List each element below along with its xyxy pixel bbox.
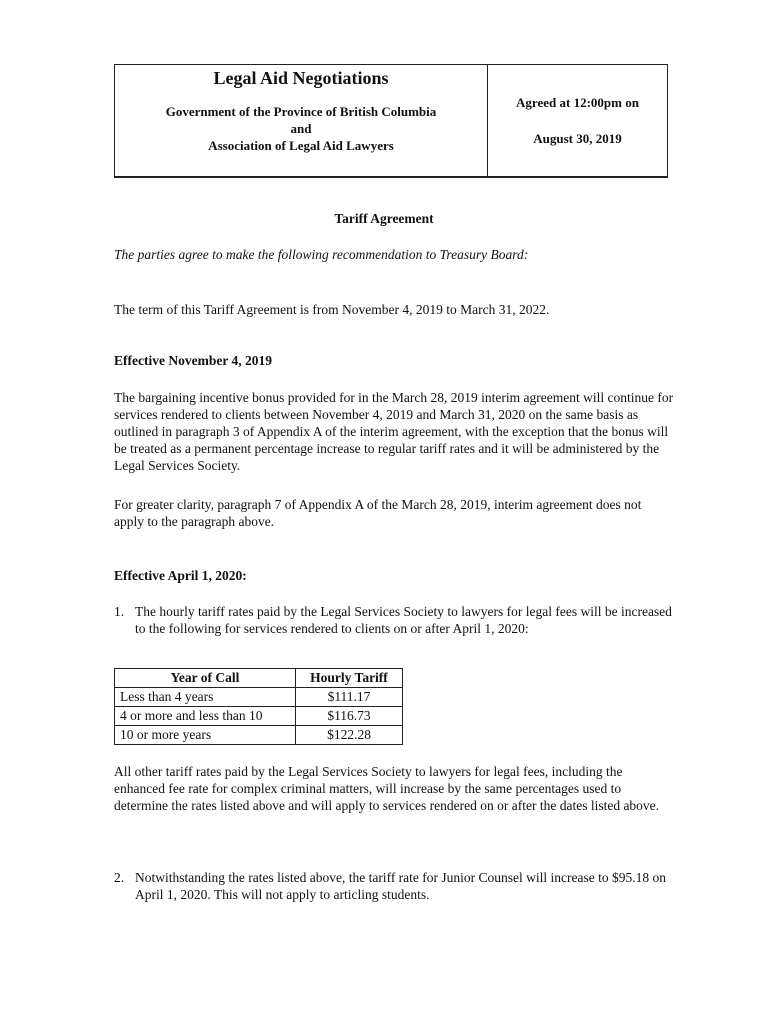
section1-heading: Effective November 4, 2019	[114, 353, 272, 368]
agreed-date: August 30, 2019	[533, 131, 622, 146]
list-text: The hourly tariff rates paid by the Legal Services Society to lawyers for legal fees will be increased to the following for services rendered to clients on or after April 1, 2020:	[135, 604, 672, 636]
table-header-row	[115, 669, 403, 688]
party-conjunction: and	[290, 121, 312, 136]
table-row	[115, 707, 403, 726]
table-cell: $111.17	[296, 688, 403, 707]
column-header-hourly-tariff: Hourly Tariff	[296, 669, 403, 688]
section2-heading: Effective April 1, 2020:	[114, 568, 247, 583]
header-box	[114, 64, 668, 178]
agreed-time: Agreed at 12:00pm on	[516, 95, 639, 110]
term-text: The term of this Tariff Agreement is from November 4, 2019 to March 31, 2022.	[114, 302, 550, 317]
header-right-cell	[488, 65, 667, 176]
agreement-heading: Tariff Agreement	[334, 211, 434, 226]
document-title: Legal Aid Negotiations	[213, 68, 389, 88]
column-header-year-of-call: Year of Call	[115, 669, 296, 688]
section1-paragraph-1: The bargaining incentive bonus provided for in the March 28, 2019 interim agreement will continue for services rendered to clients between November 4, 2019 and March 31, 2020 on the same basis as outlined in paragraph 3 of Appendix A of the interim agreement, with the exception that the bonus will be treated as a permanent percentage increase to regular tariff rates and it will be administered by the Legal Services Society.	[114, 390, 674, 473]
after-table-paragraph: All other tariff rates paid by the Legal Services Society to lawyers for legal fees, including the enhanced fee rate for complex criminal matters, will increase by the same percentages used to determine the rates listed above and will apply to services rendered on or after the dates listed above.	[114, 764, 660, 813]
list-number: 2.	[114, 870, 125, 885]
header-left-cell	[115, 65, 488, 176]
party-2: Association of Legal Aid Lawyers	[208, 138, 394, 153]
hourly-tariff-table	[114, 668, 403, 745]
party-1: Government of the Province of British Columbia	[165, 104, 437, 119]
list-number: 1.	[114, 604, 125, 619]
intro-text: The parties agree to make the following recommendation to Treasury Board:	[114, 247, 529, 262]
table-cell: $122.28	[296, 726, 403, 745]
section1-paragraph-2: For greater clarity, paragraph 7 of Appendix A of the March 28, 2019, interim agreement does not apply to the paragraph above.	[114, 497, 642, 529]
table-cell: 10 or more years	[115, 726, 296, 745]
table-cell: Less than 4 years	[115, 688, 296, 707]
table-cell: 4 or more and less than 10	[115, 707, 296, 726]
table-row	[115, 688, 403, 707]
table-row	[115, 726, 403, 745]
table-cell: $116.73	[296, 707, 403, 726]
list-text: Notwithstanding the rates listed above, the tariff rate for Junior Counsel will increase to $95.18 on April 1, 2020. This will not apply to articling students.	[135, 870, 667, 902]
